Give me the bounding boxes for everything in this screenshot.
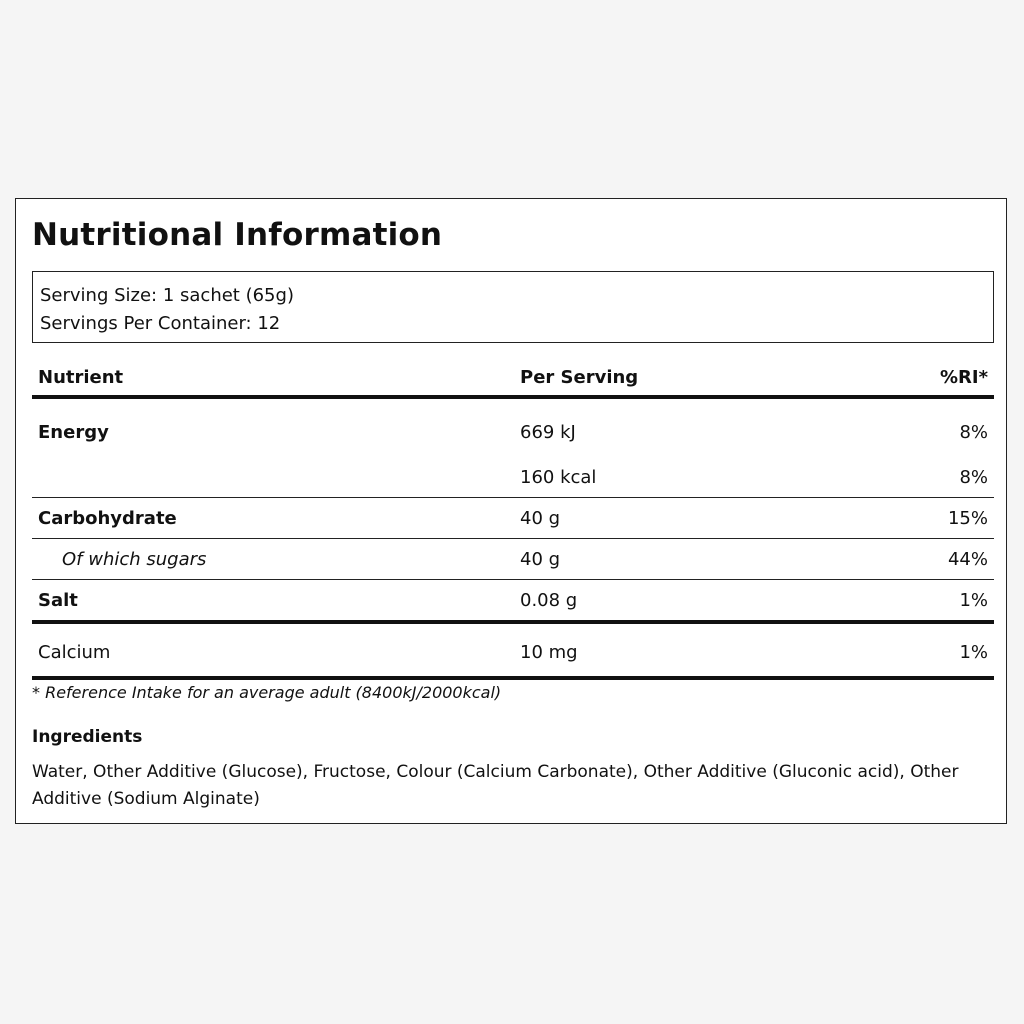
nutrient-ri: 44% xyxy=(926,539,994,580)
ingredients-heading: Ingredients xyxy=(32,727,143,747)
table-row-carbohydrate xyxy=(32,498,994,539)
nutrient-name: Of which sugars xyxy=(32,539,514,580)
label-title: Nutritional Information xyxy=(32,217,443,253)
nutrient-name: Salt xyxy=(32,580,514,623)
nutrient-amount: 40 g xyxy=(514,539,926,580)
nutrient-ri: 8% xyxy=(926,457,994,498)
ingredients-text: Water, Other Additive (Glucose), Fructose, Colour (Calcium Carbonate), Other Additive (Gluconic acid), Other Additive (Sodium Alginate) xyxy=(32,762,959,809)
header-per-serving: Per Serving xyxy=(520,366,639,388)
table-row-sugars xyxy=(32,539,994,580)
serving-info-box xyxy=(32,271,994,343)
nutrient-amount: 40 g xyxy=(514,498,926,539)
header-nutrient: Nutrient xyxy=(38,366,124,388)
table-row-energy-kcal xyxy=(32,457,994,498)
nutrition-table xyxy=(32,359,994,680)
nutrient-name: Energy xyxy=(38,421,109,443)
serving-size: Serving Size: 1 sachet (65g) xyxy=(40,285,294,306)
nutrition-label xyxy=(15,198,1007,824)
nutrient-name: Carbohydrate xyxy=(32,498,514,539)
nutrient-name xyxy=(32,457,514,498)
nutrient-name: Calcium xyxy=(32,622,514,678)
nutrient-amount: 0.08 g xyxy=(514,580,926,623)
nutrient-ri: 1% xyxy=(926,580,994,623)
table-row-calcium xyxy=(32,622,994,678)
table-row-energy-kj xyxy=(32,397,994,457)
header-ri: %RI* xyxy=(939,366,988,388)
nutrient-amount: 669 kJ xyxy=(520,421,576,443)
nutrient-ri: 1% xyxy=(926,622,994,678)
table-header-row xyxy=(32,359,994,397)
nutrient-amount: 160 kcal xyxy=(514,457,926,498)
nutrient-ri: 15% xyxy=(926,498,994,539)
table-row-salt xyxy=(32,580,994,623)
nutrient-ri: 8% xyxy=(959,421,988,443)
reference-intake-footnote: * Reference Intake for an average adult (8400kJ/2000kcal) xyxy=(32,683,502,702)
servings-per-container: Servings Per Container: 12 xyxy=(40,313,281,334)
nutrient-amount: 10 mg xyxy=(514,622,926,678)
